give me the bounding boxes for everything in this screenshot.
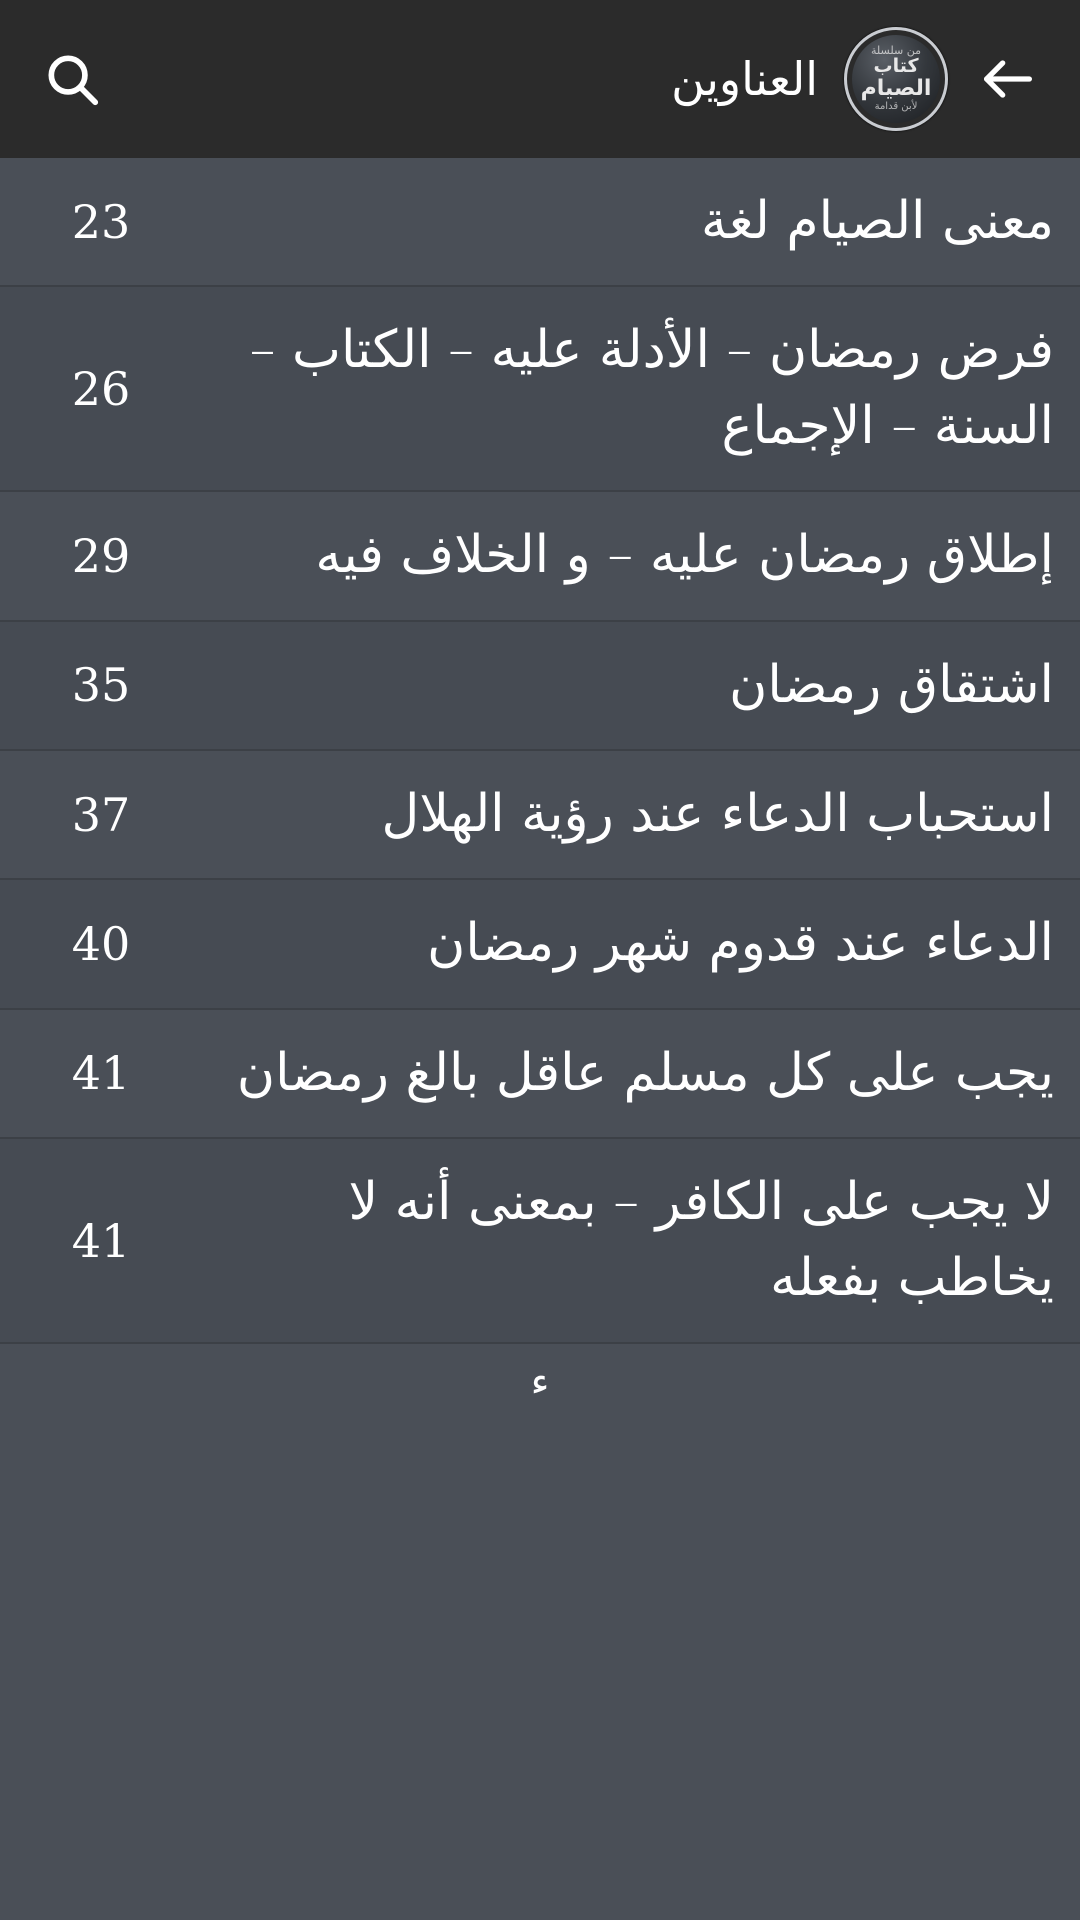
app-logo-icon: [844, 27, 948, 131]
app-bar-actions-group: [36, 43, 108, 115]
list-item[interactable]: [0, 751, 1080, 880]
list-item-title: لا يجب على الكافر – بمعنى أنه لا يخاطب بفعله: [348, 1172, 1054, 1308]
list-item-page-number: 35: [71, 658, 131, 713]
table-of-contents-list[interactable]: [0, 158, 1080, 1920]
list-item-title: ء: [530, 1369, 550, 1400]
list-item[interactable]: [0, 158, 1080, 287]
arrow-back-icon[interactable]: [972, 43, 1044, 115]
list-item-title: اشتقاق رمضان: [729, 654, 1054, 715]
list-item-title: فرض رمضان – الأدلة عليه – الكتاب – السنة – الإجماع: [249, 320, 1054, 456]
list-item-page-number: 26: [71, 361, 131, 416]
list-item-page-number: 23: [71, 194, 131, 249]
list-item[interactable]: [0, 1344, 1080, 1426]
list-item[interactable]: [0, 287, 1080, 492]
app-logo-top-text: من سلسلة: [871, 44, 921, 58]
search-icon[interactable]: [36, 43, 108, 115]
list-item[interactable]: [0, 622, 1080, 751]
list-item-page-number: 29: [71, 528, 131, 583]
list-item[interactable]: [0, 1010, 1080, 1139]
page-title: العناوين: [671, 52, 818, 106]
list-item-page-number: 37: [71, 787, 131, 842]
list-item-page-number: 41: [71, 1046, 131, 1101]
app-logo-bottom-text: لأبن قدامة: [874, 101, 918, 113]
list-item[interactable]: [0, 1139, 1080, 1344]
app-bar-leading-group: [972, 43, 1044, 115]
list-item-title: إطلاق رمضان عليه – و الخلاف فيه: [315, 525, 1054, 586]
list-item-page-number: 40: [71, 917, 131, 972]
list-item-page-number: 41: [71, 1213, 131, 1268]
list-item-title: معنى الصيام لغة: [701, 191, 1054, 251]
app-logo-mid2-text: الصيام: [860, 75, 932, 101]
list-item-title: يجب على كل مسلم عاقل بالغ رمضان: [236, 1042, 1054, 1103]
list-item-title: استحباب الدعاء عند رؤية الهلال: [381, 783, 1054, 844]
app-logo-mid1-text: كتاب: [873, 55, 919, 77]
list-item[interactable]: [0, 880, 1080, 1009]
list-item[interactable]: [0, 492, 1080, 621]
list-item-title: الدعاء عند قدوم شهر رمضان: [427, 913, 1054, 974]
app-bar: [0, 0, 1080, 158]
app-bar-title-group: [108, 27, 972, 131]
